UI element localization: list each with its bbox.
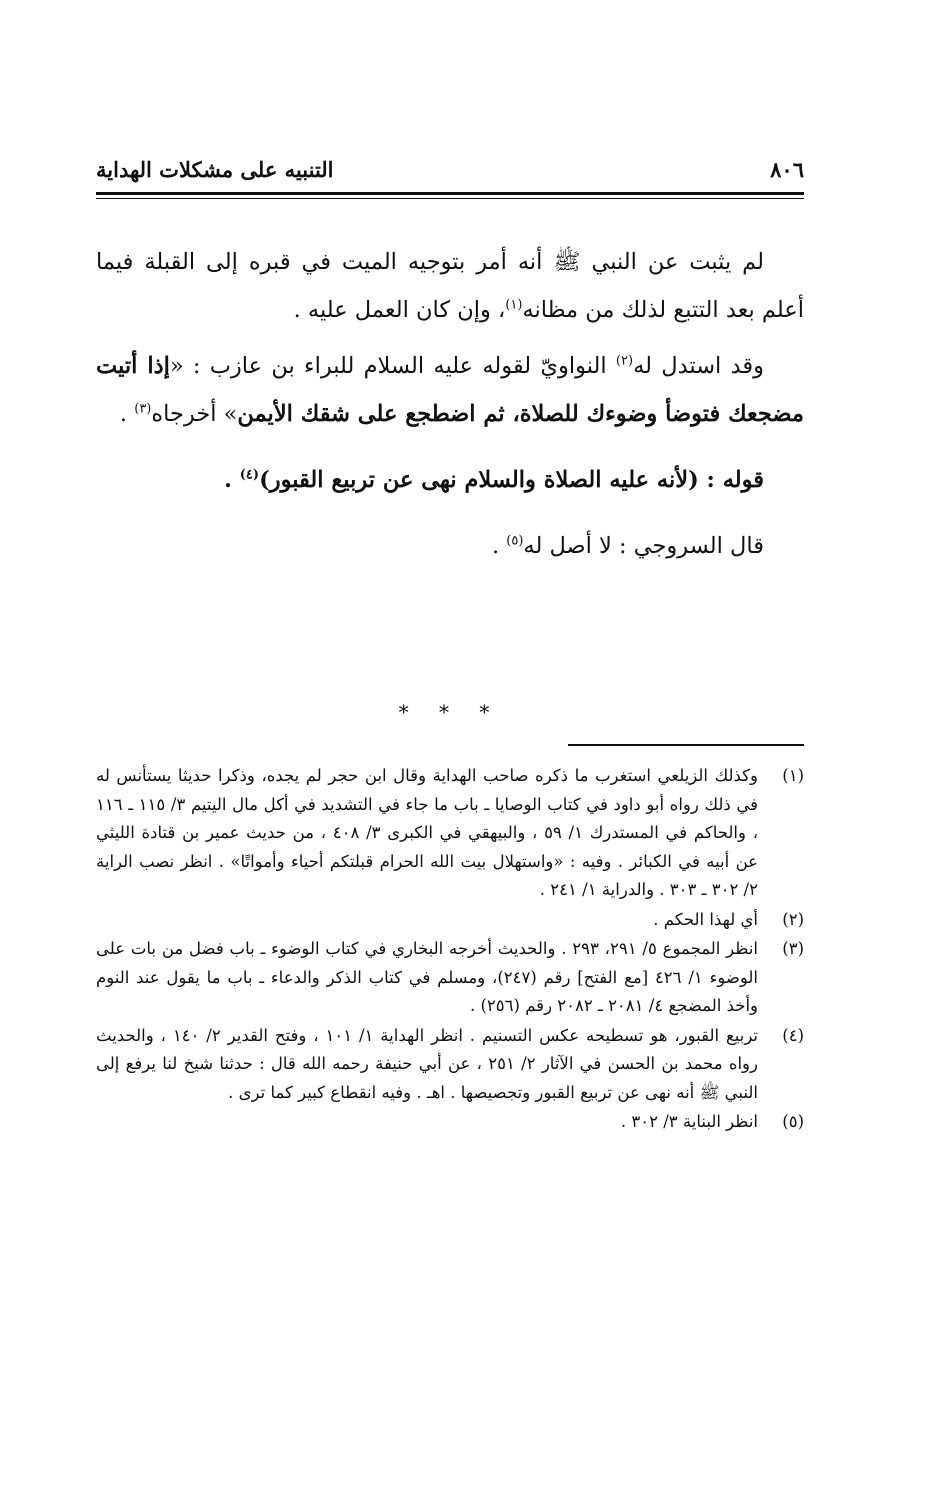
footnote-text: انظر المجموع ٥/ ٢٩١، ٢٩٣ . والحديث أخرجه البخاري في كتاب الوضوء ـ باب فضل من بات على الوضوء ١/ ٤٢٦ [مع الفتح] رقم (٢٤٧)، ومسلم في كتاب الذكر والدعاء ـ باب ما يقول عند النوم وأخذ المضجع ٤/ ٢٠٨١ ـ ٢٠٨٢ رقم (٢٥٦) . [96, 939, 759, 1015]
saruji-text: قال السروجي : لا أصل له [523, 533, 764, 559]
footnotes [96, 762, 804, 1138]
saruji-line [96, 522, 804, 570]
footnote-ref-3: (٣) [134, 401, 152, 417]
paragraph-hadith-lead: وقد استدل له [633, 353, 764, 379]
page-number: ٨٠٦ [770, 156, 804, 182]
footnote-text: تربيع القبور، هو تسطيحه عكس التسنيم . انظر الهداية ١/ ١٠١ ، وفتح القدير ٢/ ١٤٠ ، والحديث رواه محمد بن الحسن في الآثار ٢/ ٢٥١ ، عن أبي حنيفة رحمه الله قال : حدثنا شيخ لنا يرفع إلى النبي ﷺ أنه نهى عن تربيع القبور وتجصيصها . اهـ . وفيه انقطاع كبير كما ترى . [96, 1025, 759, 1102]
footnote-number: (٢) [782, 909, 804, 929]
footnote-number: (١) [782, 766, 804, 785]
footnote-rule [568, 744, 804, 746]
paragraph-qibla-text: لم يثبت عن النبي ﷺ أنه أمر بتوجيه الميت في قبره إلى القبلة فيما أعلم بعد التتبع لذلك من مظانه [96, 249, 804, 323]
qawluhu-end: . [224, 467, 240, 493]
running-header [96, 152, 804, 186]
paragraph-hadith-mid: النواويّ لقوله عليه السلام للبراء بن عازب : « [169, 353, 616, 379]
header-rule-thin [96, 198, 804, 199]
footnote-ref-2: (٢) [615, 353, 634, 369]
footnote-text: وكذلك الزيلعي استغرب ما ذكره صاحب الهداية وقال ابن حجر لم يجده، وذكرا حديثا يستأنس له في ذلك رواه أبو داود في كتاب الوصايا ـ باب ما جاء في التشديد في أكل مال اليتيم ٣/ ١١٥ ـ ١١٦ ، والحاكم في المستدرك ١/ ٥٩ ، والبيهقي في الكبرى ٣/ ٤٠٨ ، من حديث عمير بن قتادة الليثي عن أبيه في الكبائر . وفيه : «واستهلال بيت الله الحرام قبلتكم أحياء وأمواتًا» . انظر نصب الراية ٢/ ٣٠٢ ـ ٣٠٣ . والدراية ١/ ٢٤١ . [96, 766, 759, 899]
footnote-number: (٣) [782, 939, 804, 958]
qawluhu-label: قوله : ( [688, 467, 764, 493]
qawluhu-close: ) [259, 467, 270, 493]
footnote-number: (٥) [782, 1112, 804, 1131]
hadith-quote: إذا أتيت مضجعك فتوضأ وضوءك للصلاة، ثم اضطجع على شقك الأيمن [96, 353, 804, 427]
paragraph-hadith [96, 342, 804, 438]
qawluhu-text: لأنه عليه الصلاة والسلام نهى عن تربيع القبور [269, 467, 689, 493]
header-rule-thick [96, 192, 804, 195]
running-title: التنبيه على مشكلات الهداية [96, 156, 334, 182]
qawluhu-line [96, 456, 804, 504]
paragraph-qibla [96, 238, 804, 334]
footnote-5 [96, 1108, 804, 1137]
footnote-ref-5: (٥) [506, 533, 524, 549]
footnote-ref-1: (١) [505, 297, 523, 313]
footnote-3 [96, 935, 804, 1021]
footnote-number: (٤) [782, 1025, 804, 1045]
paragraph-hadith-end: . [119, 401, 135, 427]
book-page [96, 0, 804, 1494]
footnote-text: أي لهذا الحكم . [653, 909, 758, 929]
footnote-4 [96, 1022, 804, 1108]
saruji-end: . [491, 533, 507, 559]
footnote-1 [96, 762, 804, 905]
footnote-ref-4: (٤) [239, 467, 260, 483]
main-text [96, 238, 804, 578]
footnote-text: انظر البناية ٣/ ٣٠٢ . [620, 1112, 758, 1131]
paragraph-qibla-tail: ، وإن كان العمل عليه . [293, 297, 506, 323]
footnote-2 [96, 906, 804, 935]
paragraph-hadith-close: » أخرجاه [151, 401, 238, 427]
section-separator: * * * [398, 700, 502, 724]
